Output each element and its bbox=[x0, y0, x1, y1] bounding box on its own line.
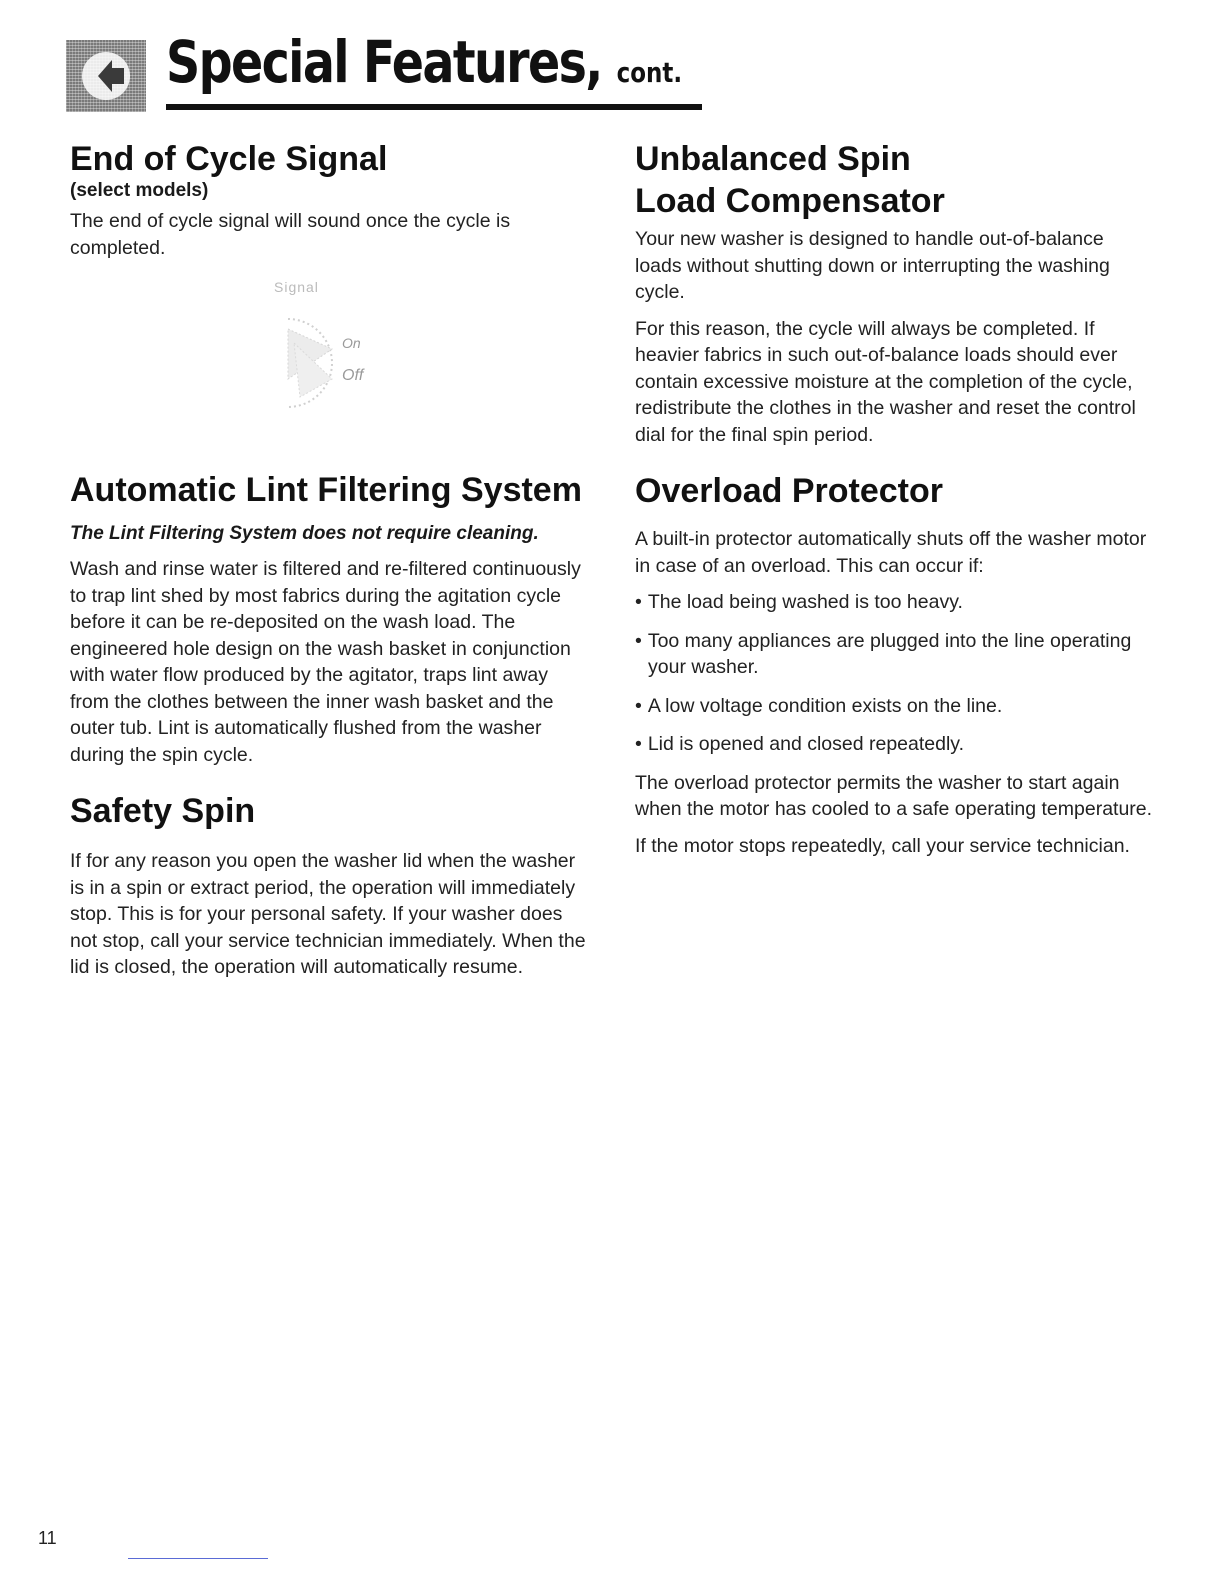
overload-heading: Overload Protector bbox=[635, 472, 943, 510]
lint-section bbox=[70, 469, 590, 768]
page-title-text: Special Features, bbox=[166, 28, 602, 96]
end-of-cycle-section bbox=[70, 138, 590, 439]
feature-arrow-icon bbox=[66, 40, 146, 112]
footer-divider bbox=[128, 1558, 268, 1559]
unbalanced-heading-line2: Load Compensator bbox=[635, 182, 945, 220]
overload-paragraph-2: The overload protector permits the washer to start again when the motor has cooled to a safe operating temperature. bbox=[635, 771, 1153, 820]
list-item: • The load being washed is too heavy. bbox=[635, 589, 1155, 616]
lint-body: Wash and rinse water is filtered and re-filtered continuously to trap lint shed by most fabrics during the agitation cycle before it can be re-deposited on the wash load. The engineered hole design on the wash basket in conjunction with water flow produced by the agitator, traps lint away from the clothes between the inner wash basket and the outer tub. Lint is automatically flushed from the washer during the spin cycle. bbox=[70, 558, 581, 766]
signal-dial-figure bbox=[248, 279, 408, 439]
list-item: • Too many appliances are plugged into the line operating your washer. bbox=[635, 628, 1155, 681]
signal-on-label: On bbox=[342, 335, 361, 351]
right-column bbox=[635, 138, 1155, 869]
overload-bullet-list bbox=[635, 589, 1155, 758]
signal-label: Signal bbox=[274, 279, 319, 295]
unbalanced-paragraph-1: Your new washer is designed to handle out-of-balance loads without shutting down or interrupting the washing cycle. bbox=[635, 228, 1110, 303]
lint-heading: Automatic Lint Filtering System bbox=[70, 471, 582, 509]
list-item: • A low voltage condition exists on the line. bbox=[635, 693, 1155, 720]
end-of-cycle-heading: End of Cycle Signal bbox=[70, 140, 388, 178]
end-of-cycle-body: The end of cycle signal will sound once the cycle is completed. bbox=[70, 210, 511, 259]
signal-off-label: Off bbox=[342, 367, 364, 384]
left-column bbox=[70, 138, 590, 991]
page-header bbox=[66, 28, 683, 122]
signal-dial-icon bbox=[248, 279, 408, 439]
lint-note: The Lint Filtering System does not require cleaning. bbox=[70, 523, 539, 544]
safety-spin-body: If for any reason you open the washer lid when the washer is in a spin or extract period, the operation will immediately stop. This is for your personal safety. If your washer does not stop, call your service technician immediately. When the lid is closed, the operation will automatically resume. bbox=[70, 850, 586, 978]
unbalanced-paragraph-2: For this reason, the cycle will always be completed. If heavier fabrics in such out-of-balance loads should ever contain excessive moisture at the completion of the cycle, redistribute the clothes in the washer and reset the control dial for the final spin period. bbox=[635, 317, 1136, 446]
overload-section bbox=[635, 470, 1155, 859]
header-rule bbox=[166, 104, 702, 110]
end-of-cycle-subheading: (select models) bbox=[70, 180, 209, 201]
page-title bbox=[166, 28, 682, 96]
unbalanced-heading-line1: Unbalanced Spin bbox=[635, 140, 911, 178]
page-number: 11 bbox=[38, 1528, 57, 1548]
unbalanced-section bbox=[635, 138, 1155, 448]
safety-spin-heading: Safety Spin bbox=[70, 792, 256, 830]
list-item: • Lid is opened and closed repeatedly. bbox=[635, 731, 1155, 758]
overload-paragraph-3: If the motor stops repeatedly, call your service technician. bbox=[635, 834, 1130, 857]
overload-intro: A built-in protector automatically shuts off the washer motor in case of an overload. This can occur if: bbox=[635, 528, 1147, 577]
safety-spin-section bbox=[70, 790, 590, 981]
page-title-cont: cont. bbox=[616, 56, 683, 89]
